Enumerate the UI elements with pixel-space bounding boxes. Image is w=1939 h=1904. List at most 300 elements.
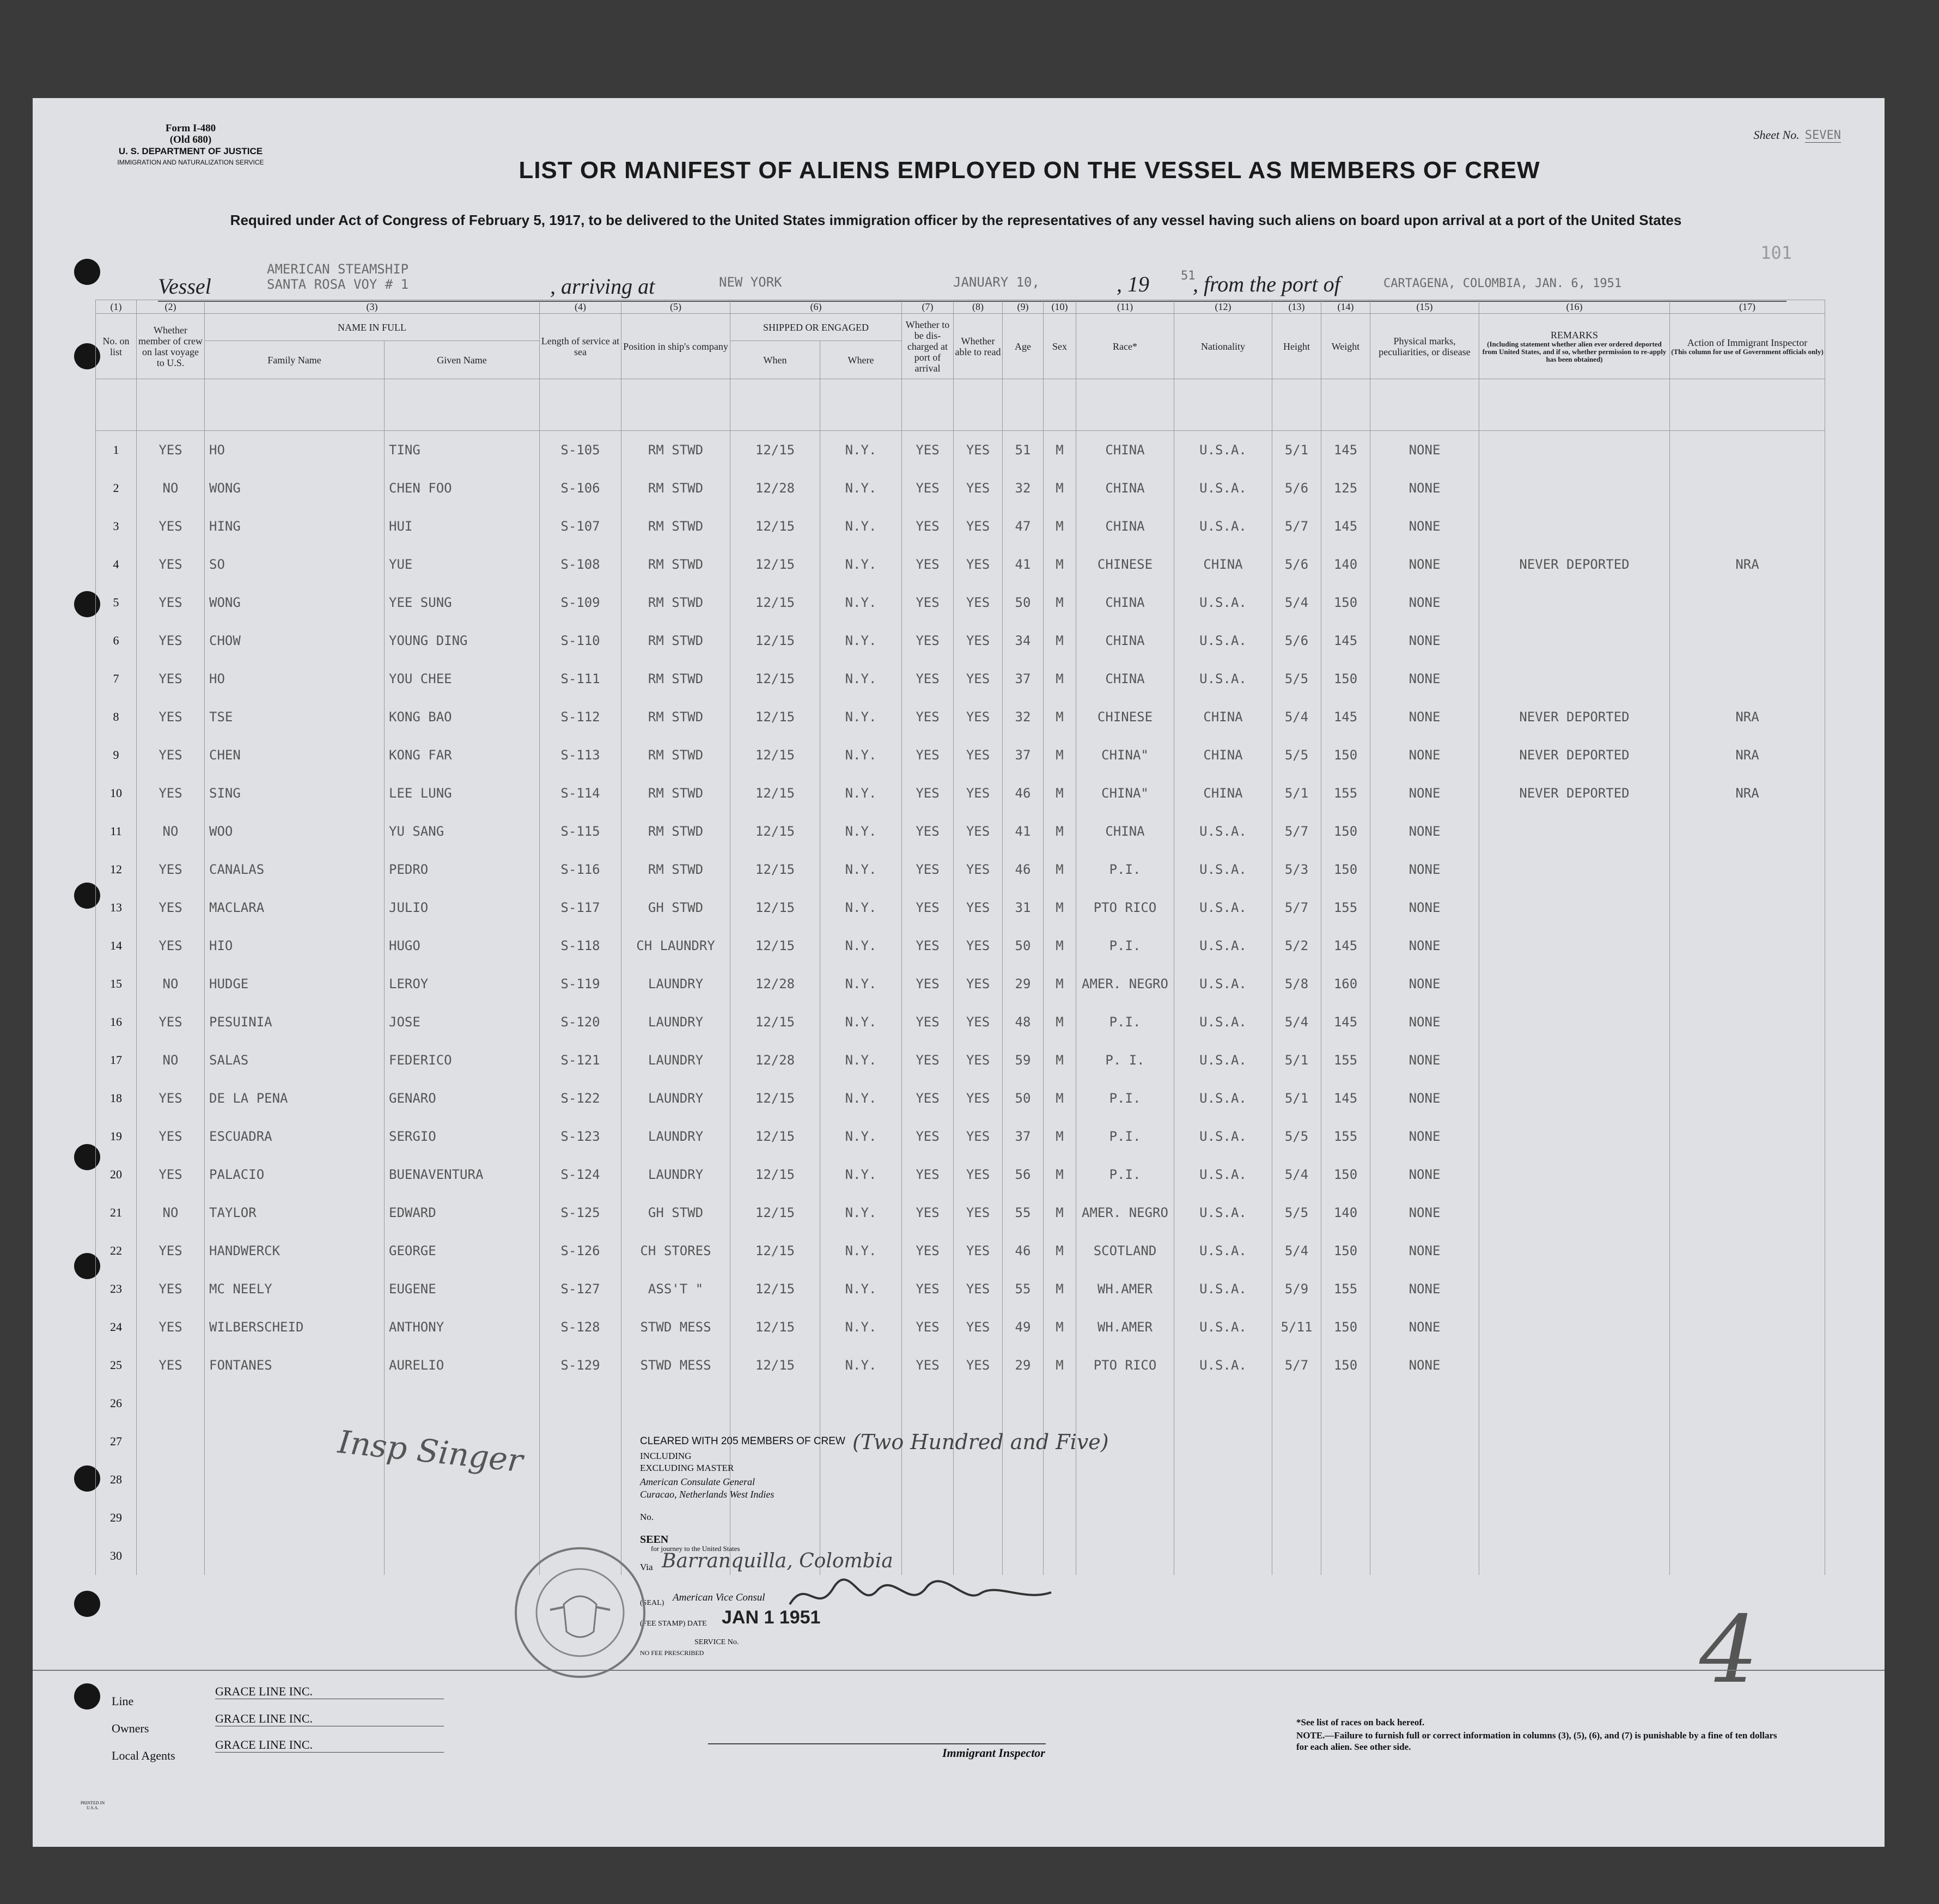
cell-discharged: YES [902, 507, 954, 545]
table-row [96, 622, 1825, 660]
seen-label: SEEN [640, 1534, 669, 1546]
cell-weight: 145 [1321, 507, 1370, 545]
cell-physical-marks: NONE [1370, 850, 1479, 889]
cell-row-no: 8 [96, 698, 137, 736]
cell-height: 5/7 [1272, 812, 1321, 850]
cell-age: 31 [1003, 889, 1044, 927]
cell-weight: 140 [1321, 545, 1370, 583]
cell-inspector-action [1670, 850, 1825, 889]
cell-inspector-action [1670, 1117, 1825, 1155]
cell-age: 55 [1003, 1194, 1044, 1232]
cell-row-no: 26 [96, 1384, 137, 1422]
cell-shipped-where: N.Y. [820, 660, 902, 698]
cell-physical-marks [1370, 1537, 1479, 1575]
header-service-length: Length of service at sea [540, 314, 621, 379]
cell-sex: M [1044, 850, 1076, 889]
cell-weight: 155 [1321, 889, 1370, 927]
cell-shipped-where [820, 1384, 902, 1422]
cell-given-name: LEROY [385, 965, 540, 1003]
header-when: When [730, 341, 820, 379]
cell-nationality: U.S.A. [1174, 1041, 1272, 1079]
cell-sex: M [1044, 927, 1076, 965]
cell-nationality: U.S.A. [1174, 660, 1272, 698]
cell-row-no: 5 [96, 583, 137, 622]
table-row [96, 850, 1825, 889]
cell-discharged: YES [902, 545, 954, 583]
cell-sex: M [1044, 1041, 1076, 1079]
cell-weight: 140 [1321, 1194, 1370, 1232]
cell-given-name: JULIO [385, 889, 540, 927]
cell-last-voyage: NO [137, 1041, 205, 1079]
cell-inspector-action [1670, 1041, 1825, 1079]
cell-weight: 145 [1321, 1003, 1370, 1041]
col-num-6: (6) [730, 300, 902, 314]
cell-able-to-read: YES [954, 583, 1003, 622]
cell-able-to-read: YES [954, 622, 1003, 660]
cell-able-to-read: YES [954, 1232, 1003, 1270]
cell-able-to-read: YES [954, 545, 1003, 583]
cell-discharged: YES [902, 889, 954, 927]
cell-sex: M [1044, 774, 1076, 812]
cell-position: RM STWD [621, 545, 730, 583]
from-port: CARTAGENA, COLOMBIA, JAN. 6, 1951 [1383, 277, 1622, 290]
cell-race: P.I. [1076, 1003, 1174, 1041]
table-row [96, 1079, 1825, 1117]
cell-race: WH.AMER [1076, 1270, 1174, 1308]
cell-position: RM STWD [621, 850, 730, 889]
cell-family-name: MACLARA [205, 889, 385, 927]
cell-weight: 145 [1321, 927, 1370, 965]
cell-age: 32 [1003, 469, 1044, 507]
cell-race: CHINA [1076, 812, 1174, 850]
cell-age: 32 [1003, 698, 1044, 736]
cell-shipped-where: N.Y. [820, 1079, 902, 1117]
cell-weight: 125 [1321, 469, 1370, 507]
cell-shipped-where: N.Y. [820, 545, 902, 583]
cell-inspector-action [1670, 622, 1825, 660]
cell-height: 5/8 [1272, 965, 1321, 1003]
table-row [96, 1003, 1825, 1041]
department: U. S. DEPARTMENT OF JUSTICE [118, 146, 263, 156]
cell-shipped-when: 12/15 [730, 1194, 820, 1232]
cell-row-no: 11 [96, 812, 137, 850]
header-nationality: Nationality [1174, 314, 1272, 379]
remarks-note: (Including statement whether alien ever ordered deported from United States, and if so, whether permission to re-apply has been obtained) [1482, 339, 1667, 363]
col-num-10: (10) [1044, 300, 1076, 314]
table-row [96, 1346, 1825, 1384]
cell-given-name: AURELIO [385, 1346, 540, 1384]
cell-given-name: TING [385, 431, 540, 470]
cell-last-voyage: YES [137, 622, 205, 660]
cell-family-name: WONG [205, 469, 385, 507]
cell-row-no: 7 [96, 660, 137, 698]
cell-race: AMER. NEGRO [1076, 965, 1174, 1003]
cell-race: CHINA [1076, 660, 1174, 698]
cell-inspector-action: NRA [1670, 698, 1825, 736]
arrival-port: NEW YORK [719, 275, 782, 290]
cell-last-voyage: YES [137, 1346, 205, 1384]
cell-service-length: S-121 [540, 1041, 621, 1079]
cell-nationality: U.S.A. [1174, 583, 1272, 622]
cell-service-length: S-113 [540, 736, 621, 774]
cell-row-no: 17 [96, 1041, 137, 1079]
cell-position: RM STWD [621, 812, 730, 850]
cell-last-voyage: YES [137, 1079, 205, 1117]
cell-service-length: S-117 [540, 889, 621, 927]
cell-last-voyage: NO [137, 965, 205, 1003]
cell-age [1003, 1384, 1044, 1422]
cell-nationality: U.S.A. [1174, 1003, 1272, 1041]
cell-able-to-read: YES [954, 698, 1003, 736]
cell-physical-marks: NONE [1370, 1346, 1479, 1384]
cell-nationality [1174, 1537, 1272, 1575]
cell-service-length [540, 1422, 621, 1461]
cell-age: 37 [1003, 736, 1044, 774]
cell-remarks: NEVER DEPORTED [1479, 698, 1670, 736]
cell-position: LAUNDRY [621, 1155, 730, 1194]
crew-rows [96, 431, 1825, 1575]
cell-row-no: 18 [96, 1079, 137, 1117]
cell-shipped-when: 12/15 [730, 774, 820, 812]
cell-able-to-read: YES [954, 1117, 1003, 1155]
cell-sex: M [1044, 507, 1076, 545]
cell-row-no: 2 [96, 469, 137, 507]
form-number: Form I-480 [165, 123, 216, 134]
cell-able-to-read: YES [954, 774, 1003, 812]
penalty-note: NOTE.—Failure to furnish full or correct information in columns (3), (5), (6), and (7) is punishable by a fine of ten dollars for each alien. See other side. [1296, 1730, 1777, 1752]
cell-family-name [205, 1499, 385, 1537]
cell-inspector-action [1670, 1461, 1825, 1499]
table-row [96, 660, 1825, 698]
cell-sex: M [1044, 736, 1076, 774]
consulate-line-1: American Consulate General [640, 1476, 755, 1487]
cell-service-length: S-114 [540, 774, 621, 812]
cell-last-voyage [137, 1461, 205, 1499]
cell-weight [1321, 1537, 1370, 1575]
agents-value: GRACE LINE INC. [215, 1738, 444, 1753]
cell-nationality: U.S.A. [1174, 1194, 1272, 1232]
col-num-1: (1) [96, 300, 137, 314]
cell-shipped-where: N.Y. [820, 1270, 902, 1308]
punch-hole [74, 1591, 100, 1617]
cell-age: 34 [1003, 622, 1044, 660]
owners-label: Owners [112, 1721, 149, 1735]
cell-sex: M [1044, 889, 1076, 927]
cell-family-name: SO [205, 545, 385, 583]
cell-weight [1321, 1422, 1370, 1461]
cell-row-no: 25 [96, 1346, 137, 1384]
cell-inspector-action [1670, 1537, 1825, 1575]
cell-shipped-when: 12/15 [730, 812, 820, 850]
cell-sex: M [1044, 1117, 1076, 1155]
cell-height: 5/5 [1272, 1194, 1321, 1232]
cell-weight: 150 [1321, 736, 1370, 774]
owners-value: GRACE LINE INC. [215, 1712, 444, 1726]
cell-weight: 150 [1321, 660, 1370, 698]
cell-row-no: 28 [96, 1461, 137, 1499]
cell-shipped-where: N.Y. [820, 850, 902, 889]
cell-given-name: HUGO [385, 927, 540, 965]
cell-sex: M [1044, 812, 1076, 850]
cell-inspector-action: NRA [1670, 545, 1825, 583]
manifest-page [33, 98, 1885, 1847]
cell-discharged: YES [902, 850, 954, 889]
cell-family-name: FONTANES [205, 1346, 385, 1384]
cell-given-name: BUENAVENTURA [385, 1155, 540, 1194]
year-suffix: 51 [1181, 269, 1196, 283]
col-num-7: (7) [902, 300, 954, 314]
cell-shipped-when: 12/28 [730, 965, 820, 1003]
cell-weight: 150 [1321, 1232, 1370, 1270]
cell-last-voyage: YES [137, 583, 205, 622]
cell-shipped-where: N.Y. [820, 1117, 902, 1155]
cell-nationality: U.S.A. [1174, 927, 1272, 965]
cell-race: CHINA [1076, 622, 1174, 660]
cell-service-length: S-116 [540, 850, 621, 889]
cell-physical-marks [1370, 1461, 1479, 1499]
page-mark: 4 [1699, 1596, 1759, 1704]
cell-inspector-action [1670, 1003, 1825, 1041]
cell-last-voyage: YES [137, 545, 205, 583]
cell-given-name: JOSE [385, 1003, 540, 1041]
arriving-label: , arriving at [550, 274, 655, 299]
cell-discharged: YES [902, 698, 954, 736]
cell-shipped-where: N.Y. [820, 431, 902, 470]
cell-row-no: 21 [96, 1194, 137, 1232]
cell-position: RM STWD [621, 774, 730, 812]
cell-row-no: 24 [96, 1308, 137, 1346]
table-row [96, 1041, 1825, 1079]
cell-given-name: FEDERICO [385, 1041, 540, 1079]
cell-position [621, 1384, 730, 1422]
table-row [96, 545, 1825, 583]
cell-shipped-where: N.Y. [820, 774, 902, 812]
cell-able-to-read: YES [954, 812, 1003, 850]
page-stamp-number: 101 [1760, 242, 1792, 263]
cell-sex: M [1044, 583, 1076, 622]
header-remarks [1479, 314, 1670, 379]
cell-family-name: SING [205, 774, 385, 812]
cell-last-voyage: YES [137, 1117, 205, 1155]
inspector-label: Immigrant Inspector [942, 1746, 1045, 1760]
header-last-voyage: Whether member of crew on last voyage to U.S. [137, 314, 205, 379]
cell-physical-marks: NONE [1370, 545, 1479, 583]
sheet-value: SEVEN [1804, 129, 1841, 142]
races-note: *See list of races on back hereof. [1296, 1717, 1425, 1727]
cell-service-length: S-122 [540, 1079, 621, 1117]
consulate-line-2: Curacao, Netherlands West Indies [640, 1489, 775, 1500]
cell-age: 29 [1003, 965, 1044, 1003]
cell-position: STWD MESS [621, 1308, 730, 1346]
cell-shipped-where: N.Y. [820, 1232, 902, 1270]
cell-sex: M [1044, 965, 1076, 1003]
form-number-block [71, 123, 310, 168]
cell-weight: 150 [1321, 1308, 1370, 1346]
cell-position: ASS'T " [621, 1270, 730, 1308]
cell-given-name [385, 1384, 540, 1422]
cell-position: GH STWD [621, 889, 730, 927]
cell-nationality: U.S.A. [1174, 1346, 1272, 1384]
cell-height: 5/3 [1272, 850, 1321, 889]
cell-inspector-action [1670, 583, 1825, 622]
table-row [96, 927, 1825, 965]
cell-last-voyage: YES [137, 1232, 205, 1270]
cell-nationality [1174, 1499, 1272, 1537]
cell-remarks [1479, 1155, 1670, 1194]
cell-given-name: YUE [385, 545, 540, 583]
cell-last-voyage [137, 1384, 205, 1422]
sheet-label: Sheet No. [1753, 128, 1800, 142]
cell-given-name [385, 1499, 540, 1537]
cell-weight: 145 [1321, 1079, 1370, 1117]
cell-last-voyage: YES [137, 431, 205, 470]
cell-shipped-when: 12/15 [730, 507, 820, 545]
cell-weight: 150 [1321, 1155, 1370, 1194]
cell-able-to-read: YES [954, 1308, 1003, 1346]
action-note: (This column for use of Government officials only) [1671, 347, 1824, 356]
cell-family-name: HANDWERCK [205, 1232, 385, 1270]
cell-nationality: U.S.A. [1174, 507, 1272, 545]
cell-service-length: S-108 [540, 545, 621, 583]
cell-family-name [205, 1461, 385, 1499]
cell-able-to-read: YES [954, 1270, 1003, 1308]
cell-family-name: DE LA PENA [205, 1079, 385, 1117]
cell-age: 56 [1003, 1155, 1044, 1194]
cell-last-voyage: YES [137, 507, 205, 545]
cell-given-name: SERGIO [385, 1117, 540, 1155]
col-num-2: (2) [137, 300, 205, 314]
cell-age: 49 [1003, 1308, 1044, 1346]
cell-row-no: 4 [96, 545, 137, 583]
cell-inspector-action [1670, 1270, 1825, 1308]
cell-sex: M [1044, 1079, 1076, 1117]
cell-shipped-when: 12/15 [730, 622, 820, 660]
cell-race: CHINESE [1076, 545, 1174, 583]
cell-sex: M [1044, 545, 1076, 583]
cell-service-length: S-112 [540, 698, 621, 736]
cell-height: 5/6 [1272, 545, 1321, 583]
table-row [96, 1155, 1825, 1194]
cell-service-length [540, 1461, 621, 1499]
cell-race: CHINA" [1076, 774, 1174, 812]
cell-position: RM STWD [621, 469, 730, 507]
cell-discharged: YES [902, 660, 954, 698]
cell-row-no: 3 [96, 507, 137, 545]
cell-given-name: EDWARD [385, 1194, 540, 1232]
cell-race: P.I. [1076, 1117, 1174, 1155]
cell-able-to-read: YES [954, 469, 1003, 507]
cell-height: 5/6 [1272, 622, 1321, 660]
cell-race: CHINA [1076, 583, 1174, 622]
cell-physical-marks: NONE [1370, 1079, 1479, 1117]
cell-family-name: ESCUADRA [205, 1117, 385, 1155]
cell-family-name: WONG [205, 583, 385, 622]
cell-able-to-read: YES [954, 1155, 1003, 1194]
cell-race: WH.AMER [1076, 1308, 1174, 1346]
table-row [96, 1384, 1825, 1422]
cell-service-length: S-118 [540, 927, 621, 965]
cell-race: P.I. [1076, 1079, 1174, 1117]
col-num-5: (5) [621, 300, 730, 314]
cell-row-no: 20 [96, 1155, 137, 1194]
cell-family-name: HING [205, 507, 385, 545]
cell-sex: M [1044, 1194, 1076, 1232]
cell-nationality [1174, 1384, 1272, 1422]
header-name-in-full: NAME IN FULL [205, 314, 540, 341]
cell-discharged: YES [902, 1346, 954, 1384]
cell-remarks [1479, 1308, 1670, 1346]
cell-row-no: 23 [96, 1270, 137, 1308]
cell-row-no: 13 [96, 889, 137, 927]
cell-sex: M [1044, 469, 1076, 507]
cell-nationality [1174, 1461, 1272, 1499]
cell-position: RM STWD [621, 660, 730, 698]
cell-weight [1321, 1384, 1370, 1422]
table-row [96, 889, 1825, 927]
line-label: Line [112, 1694, 134, 1708]
cell-service-length: S-107 [540, 507, 621, 545]
cell-age: 50 [1003, 583, 1044, 622]
cell-physical-marks: NONE [1370, 1117, 1479, 1155]
cell-service-length: S-106 [540, 469, 621, 507]
cell-discharged: YES [902, 583, 954, 622]
cell-row-no: 6 [96, 622, 137, 660]
cell-given-name: KONG FAR [385, 736, 540, 774]
cell-shipped-where: N.Y. [820, 1194, 902, 1232]
via-handwritten: Barranquilla, Colombia [662, 1550, 893, 1572]
cell-sex: M [1044, 698, 1076, 736]
header-shipped-engaged: SHIPPED OR ENGAGED [730, 314, 902, 341]
table-row [96, 431, 1825, 470]
cell-row-no: 27 [96, 1422, 137, 1461]
cell-family-name: HO [205, 660, 385, 698]
cell-height: 5/5 [1272, 660, 1321, 698]
punch-hole [74, 1683, 100, 1710]
cell-nationality: U.S.A. [1174, 812, 1272, 850]
table-row [96, 1270, 1825, 1308]
cell-height: 5/11 [1272, 1308, 1321, 1346]
cell-shipped-when: 12/15 [730, 1003, 820, 1041]
header-height: Height [1272, 314, 1321, 379]
cell-inspector-action: NRA [1670, 774, 1825, 812]
cell-inspector-action [1670, 1499, 1825, 1537]
cell-height: 5/4 [1272, 583, 1321, 622]
header-race: Race* [1076, 314, 1174, 379]
handwritten-crew-count: (Two Hundred and Five) [852, 1430, 1109, 1454]
cell-given-name: YEE SUNG [385, 583, 540, 622]
header-physical-marks: Physical marks, peculiarities, or disease [1370, 314, 1479, 379]
cell-nationality: U.S.A. [1174, 1079, 1272, 1117]
cell-height [1272, 1422, 1321, 1461]
cell-shipped-when: 12/28 [730, 469, 820, 507]
cell-height: 5/1 [1272, 431, 1321, 470]
cell-race: P. I. [1076, 1041, 1174, 1079]
cell-able-to-read [954, 1384, 1003, 1422]
cell-weight: 145 [1321, 698, 1370, 736]
cell-sex: M [1044, 622, 1076, 660]
cell-physical-marks: NONE [1370, 431, 1479, 470]
cell-physical-marks: NONE [1370, 583, 1479, 622]
cell-age: 50 [1003, 1079, 1044, 1117]
cell-position: RM STWD [621, 622, 730, 660]
cell-sex: M [1044, 1003, 1076, 1041]
cell-sex: M [1044, 660, 1076, 698]
cell-remarks [1479, 1003, 1670, 1041]
cell-last-voyage: YES [137, 660, 205, 698]
cell-race: CHINA [1076, 507, 1174, 545]
col-num-9: (9) [1003, 300, 1044, 314]
cell-discharged: YES [902, 1079, 954, 1117]
